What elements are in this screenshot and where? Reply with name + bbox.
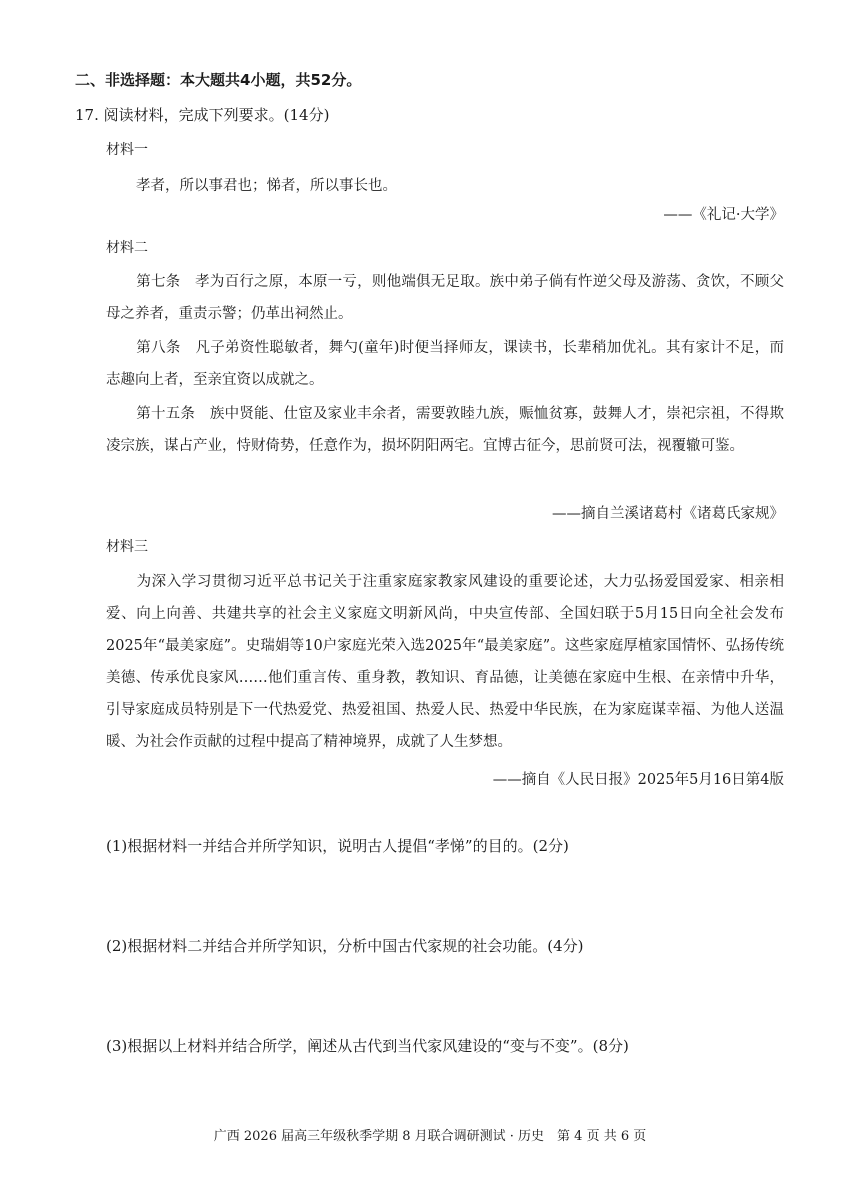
material3-text-content: 为深入学习贯彻习近平总书记关于注重家庭家教家风建设的重要论述，大力弘扬爱国爱家、相亲相爱、向上向善、共建共享的社会主义家庭文明新风尚，中央宣传部、全国妇联于5月15日向全社会发布2025年“最美家庭”。史瑞娟等10户家庭光荣入选2025年“最美家庭”。这些家庭厚植家国情怀、弘扬传统美德、传承优良家风……他们重言传、重身教，教知识、育品德，让美德在家庭中生根、在亲情中升华，引导家庭成员特别是下一代热爱党、热爱祖国、热爱人民、热爱中华民族，在为家庭谋幸福、为他人送温暖、为社会作贡献的过程中提高了精神境界，成就了人生梦想。 [106, 574, 784, 750]
material2-article-15 [106, 398, 784, 462]
article-8-text: 第八条 凡子弟资性聪敏者，舞勺(童年)时便当择师友，课读书，长辈稍加优礼。其有家计不足，而志趣向上者，至亲宜资以成就之。 [106, 340, 784, 388]
material2-source: ——摘自兰溪诸葛村《诸葛氏家规》 [552, 506, 784, 522]
material1-source: ——《礼记·大学》 [663, 207, 784, 223]
material2-article-8 [106, 332, 784, 396]
material2-article-7 [106, 266, 784, 330]
page-footer: 广西 2026 届高三年级秋季学期 8 月联合调研测试 · 历史 第 4 页 共 6 页 [213, 1129, 647, 1144]
material3-label: 材料三 [106, 539, 148, 555]
material1-text [106, 170, 784, 202]
article-7-text: 第七条 孝为百行之原，本原一亏，则他端俱无足取。族中弟子倘有忤逆父母及游荡、贪饮，不顾父母之养者，重责示警；仍革出祠然止。 [106, 274, 784, 322]
article-15-text: 第十五条 族中贤能、仕宦及家业丰余者，需要敦睦九族，赈恤贫寡，鼓舞人才，崇祀宗祖，不得欺凌宗族，谋占产业，恃财倚势，任意作为，损坏阴阳两宅。宜博古征今，思前贤可法，视覆辙可鉴。 [106, 406, 784, 454]
subquestion-1: (1)根据材料一并结合并所学知识，说明古人提倡“孝悌”的目的。(2分) [106, 837, 569, 855]
question-title: 17. 阅读材料，完成下列要求。(14分) [75, 106, 330, 124]
section-title: 二、非选择题：本大题共4小题，共52分。 [75, 71, 362, 89]
material2-label: 材料二 [106, 240, 148, 256]
material1-text-content: 孝者，所以事君也；悌者，所以事长也。 [136, 178, 397, 194]
material3-source: ——摘自《人民日报》2025年5月16日第4版 [492, 772, 784, 788]
material1-label: 材料一 [106, 142, 148, 158]
material3-text [106, 566, 784, 758]
subquestion-3: (3)根据以上材料并结合所学，阐述从古代到当代家风建设的“变与不变”。(8分) [106, 1037, 629, 1055]
subquestion-2: (2)根据材料二并结合并所学知识，分析中国古代家规的社会功能。(4分) [106, 937, 584, 955]
